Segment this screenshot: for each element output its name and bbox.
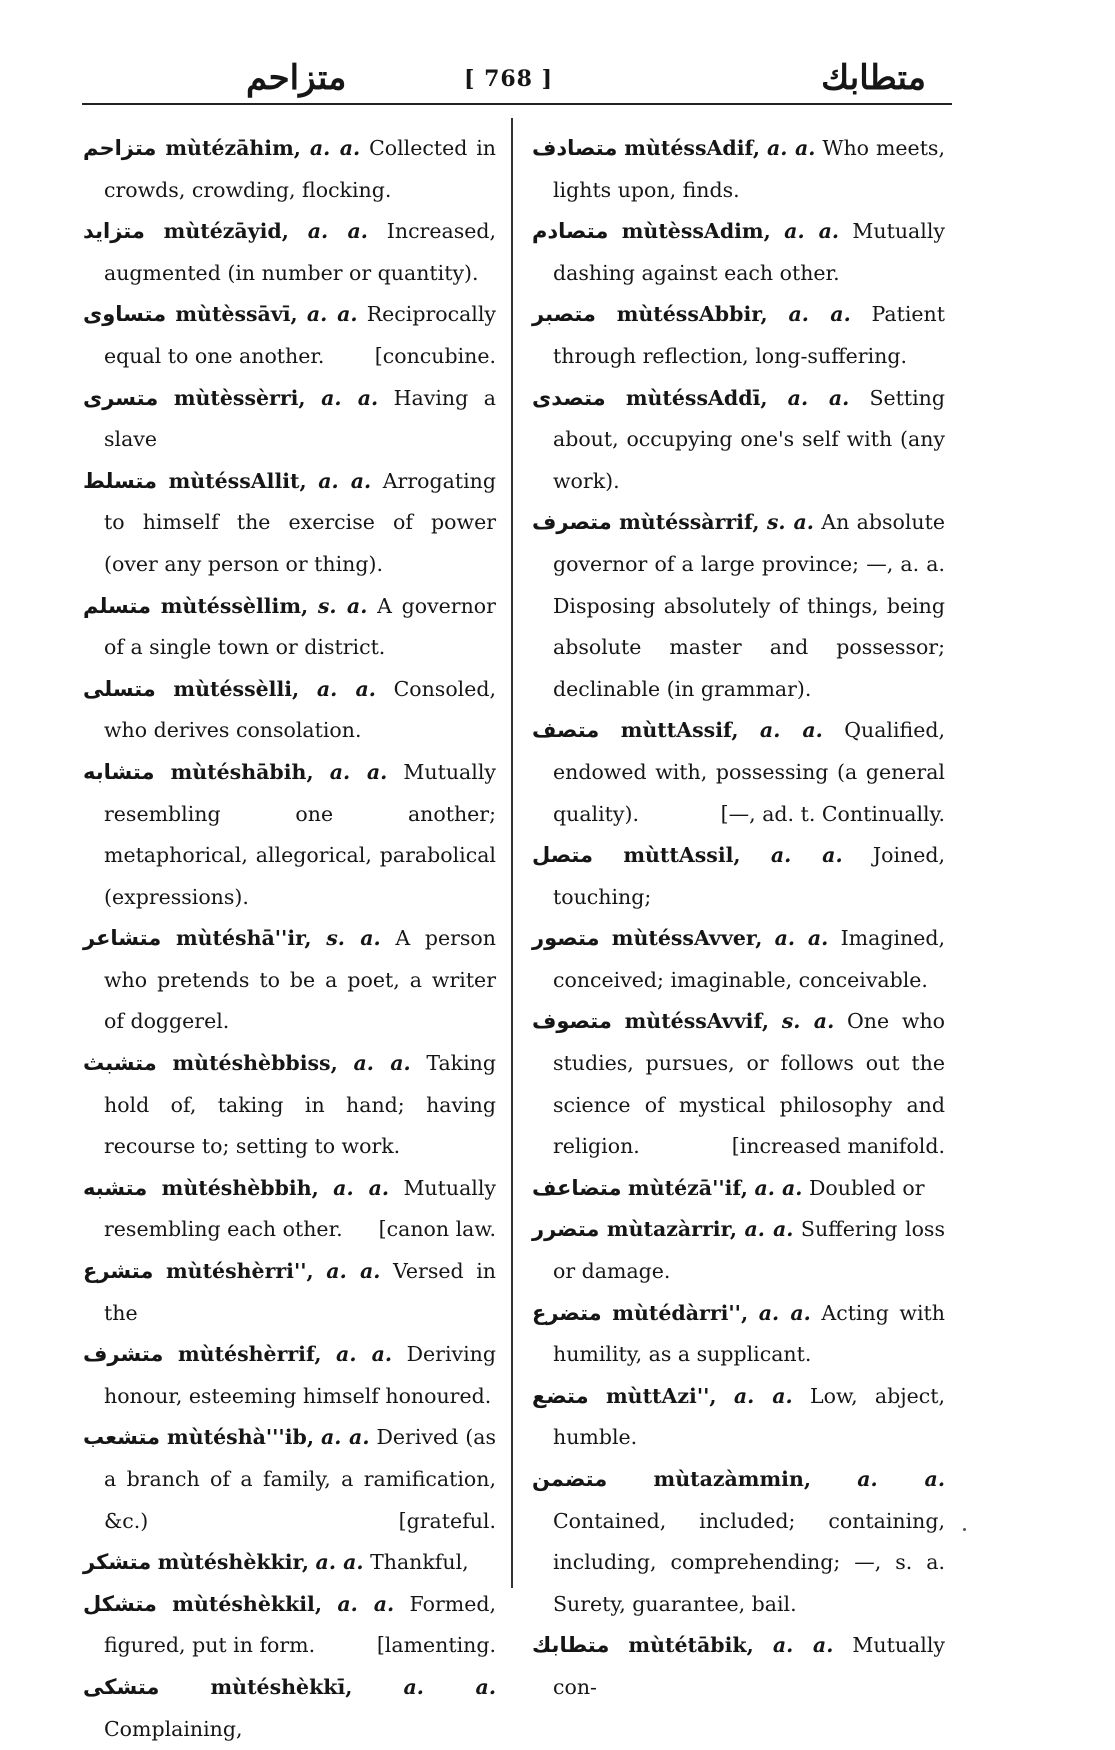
dictionary-entry [83,128,496,211]
left-running-headword: متزاحم [246,58,347,98]
overflow-note: [concubine. [374,343,496,368]
arabic-headword: متضاعف [532,1175,622,1200]
dictionary-entry [532,1293,945,1376]
transliteration: mùtéshèrrif, [177,1342,322,1367]
transliteration: mùtéshābih, [170,759,314,784]
ink-speck [963,1528,966,1531]
arabic-headword: متسرى [83,385,159,410]
arabic-headword: متصبر [532,302,596,327]
definition: Taking hold of, taking in hand; having recourse to; setting to work. [104,1051,496,1159]
arabic-headword: متشاعر [83,926,162,951]
dictionary-entry [532,294,945,377]
arabic-headword: متشكر [83,1550,152,1575]
dictionary-entry [83,461,496,586]
grammar-label: a. a. [759,718,823,743]
grammar-label: a. a. [774,926,829,951]
arabic-headword: متضرع [532,1300,602,1325]
definition: Patient through reflection, long-suffering. [553,302,945,368]
definition: Joined, touching; [553,843,945,909]
grammar-label: a. a. [784,219,840,244]
grammar-label: a. a. [316,676,376,701]
dictionary-entry [83,1334,496,1417]
grammar-label: a. a. [353,1051,411,1076]
definition: Arrogating to himself the exercise of power (over any person or thing). [104,468,496,576]
transliteration: mùtéshèkkī, [210,1674,353,1699]
arabic-headword: متساوى [83,302,167,327]
arabic-headword: متصور [532,926,600,951]
definition: Collected in crowds, crowding, flocking. [104,136,496,202]
overflow-note: [canon law. [378,1217,496,1242]
dictionary-entry [83,1168,496,1251]
dictionary-entry [83,294,496,377]
transliteration: mùtéshà'''ib, [167,1425,314,1450]
definition: Setting about, occupying one's self with (any work). [553,385,945,493]
transliteration: mùtazàrrir, [606,1217,738,1242]
dictionary-entry [83,1542,496,1584]
arabic-headword: متصادم [532,219,609,244]
transliteration: mùtézāyid, [163,219,289,244]
definition: One who studies, pursues, or follows out the science of mystical philosophy and religion. [553,1009,945,1159]
grammar-label: s. a. [317,593,368,618]
grammar-label: a. a. [767,136,816,160]
arabic-headword: متشكل [83,1591,157,1616]
transliteration: mùtéshèkkil, [172,1591,322,1616]
arabic-headword: متشرع [83,1259,154,1284]
dictionary-entry [83,918,496,1043]
grammar-label: a. a. [336,1342,393,1367]
dictionary-entry [532,128,945,211]
arabic-headword: متصدى [532,385,606,410]
definition: Who meets, lights upon, finds. [553,136,945,202]
transliteration: mùtézā''if, [628,1175,748,1200]
definition: Increased, augmented (in number or quantity). [104,219,496,285]
arabic-headword: متشرف [83,1342,164,1367]
arabic-headword: متشبه [83,1175,148,1200]
grammar-label: a. a. [321,385,379,410]
transliteration: mùttAssil, [623,843,741,868]
grammar-label: a. a. [758,1300,811,1325]
dictionary-entry [532,1209,945,1292]
overflow-note: [grateful. [398,1508,496,1533]
grammar-label: a. a. [333,1175,390,1200]
definition: Mutually dashing against each other. [553,219,945,285]
definition: Having a slave [104,385,496,452]
dictionary-entry [532,1376,945,1459]
dictionary-entry [83,211,496,294]
grammar-label: a. a. [403,1674,496,1699]
page-header [82,56,952,102]
definition: Mutually con- [553,1633,945,1699]
definition: Thankful, [370,1550,469,1575]
overflow-note: [—, ad. t. Continually. [720,801,945,826]
transliteration: mùtèssèrri, [173,385,306,410]
transliteration: mùtéssàrrif, [619,510,760,535]
definition: Contained, included; containing, including, comprehending; —, s. a. Surety, guarantee, bail. [553,1508,945,1616]
transliteration: mùtézāhim, [165,136,301,160]
grammar-label: a. a. [315,1550,364,1575]
transliteration: mùttAzi'', [605,1383,717,1408]
transliteration: mùtèssAdim, [621,219,771,244]
arabic-headword: متشبث [83,1051,157,1076]
dictionary-entry [532,1168,945,1210]
dictionary-entry [532,918,945,1001]
arabic-headword: متطابك [532,1633,610,1658]
right-column [532,128,945,1709]
transliteration: mùtéshèkkir, [157,1550,310,1575]
transliteration: mùtéshèbbih, [161,1175,319,1200]
grammar-label: a. a. [307,219,368,244]
transliteration: mùtéssAddī, [625,385,768,410]
grammar-label: a. a. [857,1467,945,1491]
definition: A governor of a single town or district. [104,593,496,660]
dictionary-entry [532,710,945,835]
dictionary-entry [532,835,945,918]
arabic-headword: متصادف [532,136,618,160]
transliteration: mùtéssAbbir, [616,302,768,327]
transliteration: mùtéssAvvif, [624,1009,769,1034]
arabic-headword: متصل [532,843,594,868]
grammar-label: a. a. [772,1633,834,1658]
dictionary-entry [532,211,945,294]
arabic-headword: متشكى [83,1674,160,1699]
definition: A person who pretends to be a poet, a writer of doggerel. [104,926,496,1034]
grammar-label: s. a. [781,1009,835,1034]
definition: Formed, figured, put in form. [104,1591,496,1658]
left-column [83,128,496,1750]
arabic-headword: متشعب [83,1425,161,1450]
transliteration: mùtèssāvī, [175,302,298,327]
dictionary-entry [532,1459,945,1625]
transliteration: mùtétābik, [628,1633,754,1658]
transliteration: mùttAssif, [620,718,739,743]
definition: Complaining, [104,1716,243,1741]
dictionary-entry [532,502,945,710]
definition: Consoled, who derives consolation. [104,676,496,743]
transliteration: mùtéssAdif, [624,136,761,160]
arabic-headword: متسلط [83,468,158,493]
dictionary-entry [83,378,496,461]
arabic-headword: متضع [532,1383,589,1408]
grammar-label: a. a. [787,385,850,410]
definition: Deriving honour, esteeming himself honoured. [104,1342,496,1408]
dictionary-entry [83,586,496,669]
grammar-label: a. a. [318,468,372,493]
grammar-label: a. a. [306,302,358,327]
definition: Imagined, conceived; imaginable, conceivable. [553,926,945,992]
arabic-headword: متضمن [532,1467,608,1491]
transliteration: mùtéssèlli, [173,676,300,701]
definition: Derived (as a branch of a family, a ramification, &c.) [104,1425,496,1533]
dictionary-entry [532,1625,945,1708]
definition: Qualified, endowed with, possessing (a general quality). [553,718,945,826]
grammar-label: a. a. [788,302,851,327]
transliteration: mùtéshèbbiss, [172,1051,338,1076]
definition: Reciprocally equal to one another. [104,302,496,368]
dictionary-entry [83,1251,496,1334]
dictionary-entry [532,1001,945,1167]
grammar-label: a. a. [326,1259,381,1284]
grammar-label: a. a. [733,1383,793,1408]
transliteration: mùtéssAvver, [611,926,763,951]
transliteration: mùtéshèrri'', [165,1259,314,1284]
transliteration: mùtazàmmin, [653,1467,811,1491]
overflow-note: [lamenting. [376,1633,496,1658]
definition: Mutually resembling each other. [104,1175,496,1242]
grammar-label: s. a. [326,926,381,951]
definition: Doubled or [808,1175,925,1200]
dictionary-entry [532,378,945,503]
grammar-label: a. a. [329,759,388,784]
grammar-label: a. a. [744,1217,794,1242]
definition: Acting with humility, as a supplicant. [553,1300,945,1367]
dictionary-entry [83,669,496,752]
arabic-headword: متصرف [532,510,612,535]
transliteration: mùtéssAllit, [168,468,307,493]
arabic-headword: متصف [532,718,600,743]
arabic-headword: متزاحم [83,136,157,160]
page-number: [ 768 ] [464,66,554,92]
dictionary-entry [83,1584,496,1667]
arabic-headword: متزايد [83,219,145,244]
definition: An absolute governor of a large province; —, a. a. Disposing absolutely of things, being absolute master and possessor; declinable (in grammar). [553,510,945,701]
grammar-label: a. a. [770,843,843,868]
definition: Mutually resembling one another; metaphorical, allegorical, parabolical (expressions). [104,759,496,909]
dictionary-entry [83,1043,496,1168]
transliteration: mùtédàrri'', [612,1300,749,1325]
dictionary-entry [83,752,496,918]
transliteration: mùtéshā''ir, [175,926,312,951]
arabic-headword: متضرر [532,1217,600,1242]
arabic-headword: متسلى [83,676,156,701]
definition: Versed in the [104,1259,496,1325]
transliteration: mùtéssèllim, [160,593,309,618]
grammar-label: a. a. [754,1175,803,1200]
dictionary-entry [83,1667,496,1750]
header-rule [82,103,952,105]
definition: Low, abject, humble. [553,1383,945,1450]
overflow-note: [increased manifold. [731,1134,945,1159]
dictionary-entry [83,1417,496,1542]
definition: Suffering loss or damage. [553,1217,945,1284]
right-running-headword: متطابك [821,58,926,98]
arabic-headword: متشابه [83,759,155,784]
arabic-headword: متسلم [83,593,151,618]
grammar-label: s. a. [766,510,814,535]
grammar-label: a. a. [337,1591,395,1616]
arabic-headword: متصوف [532,1009,612,1034]
column-divider [511,118,513,1588]
grammar-label: a. a. [309,136,361,160]
grammar-label: a. a. [321,1425,370,1450]
